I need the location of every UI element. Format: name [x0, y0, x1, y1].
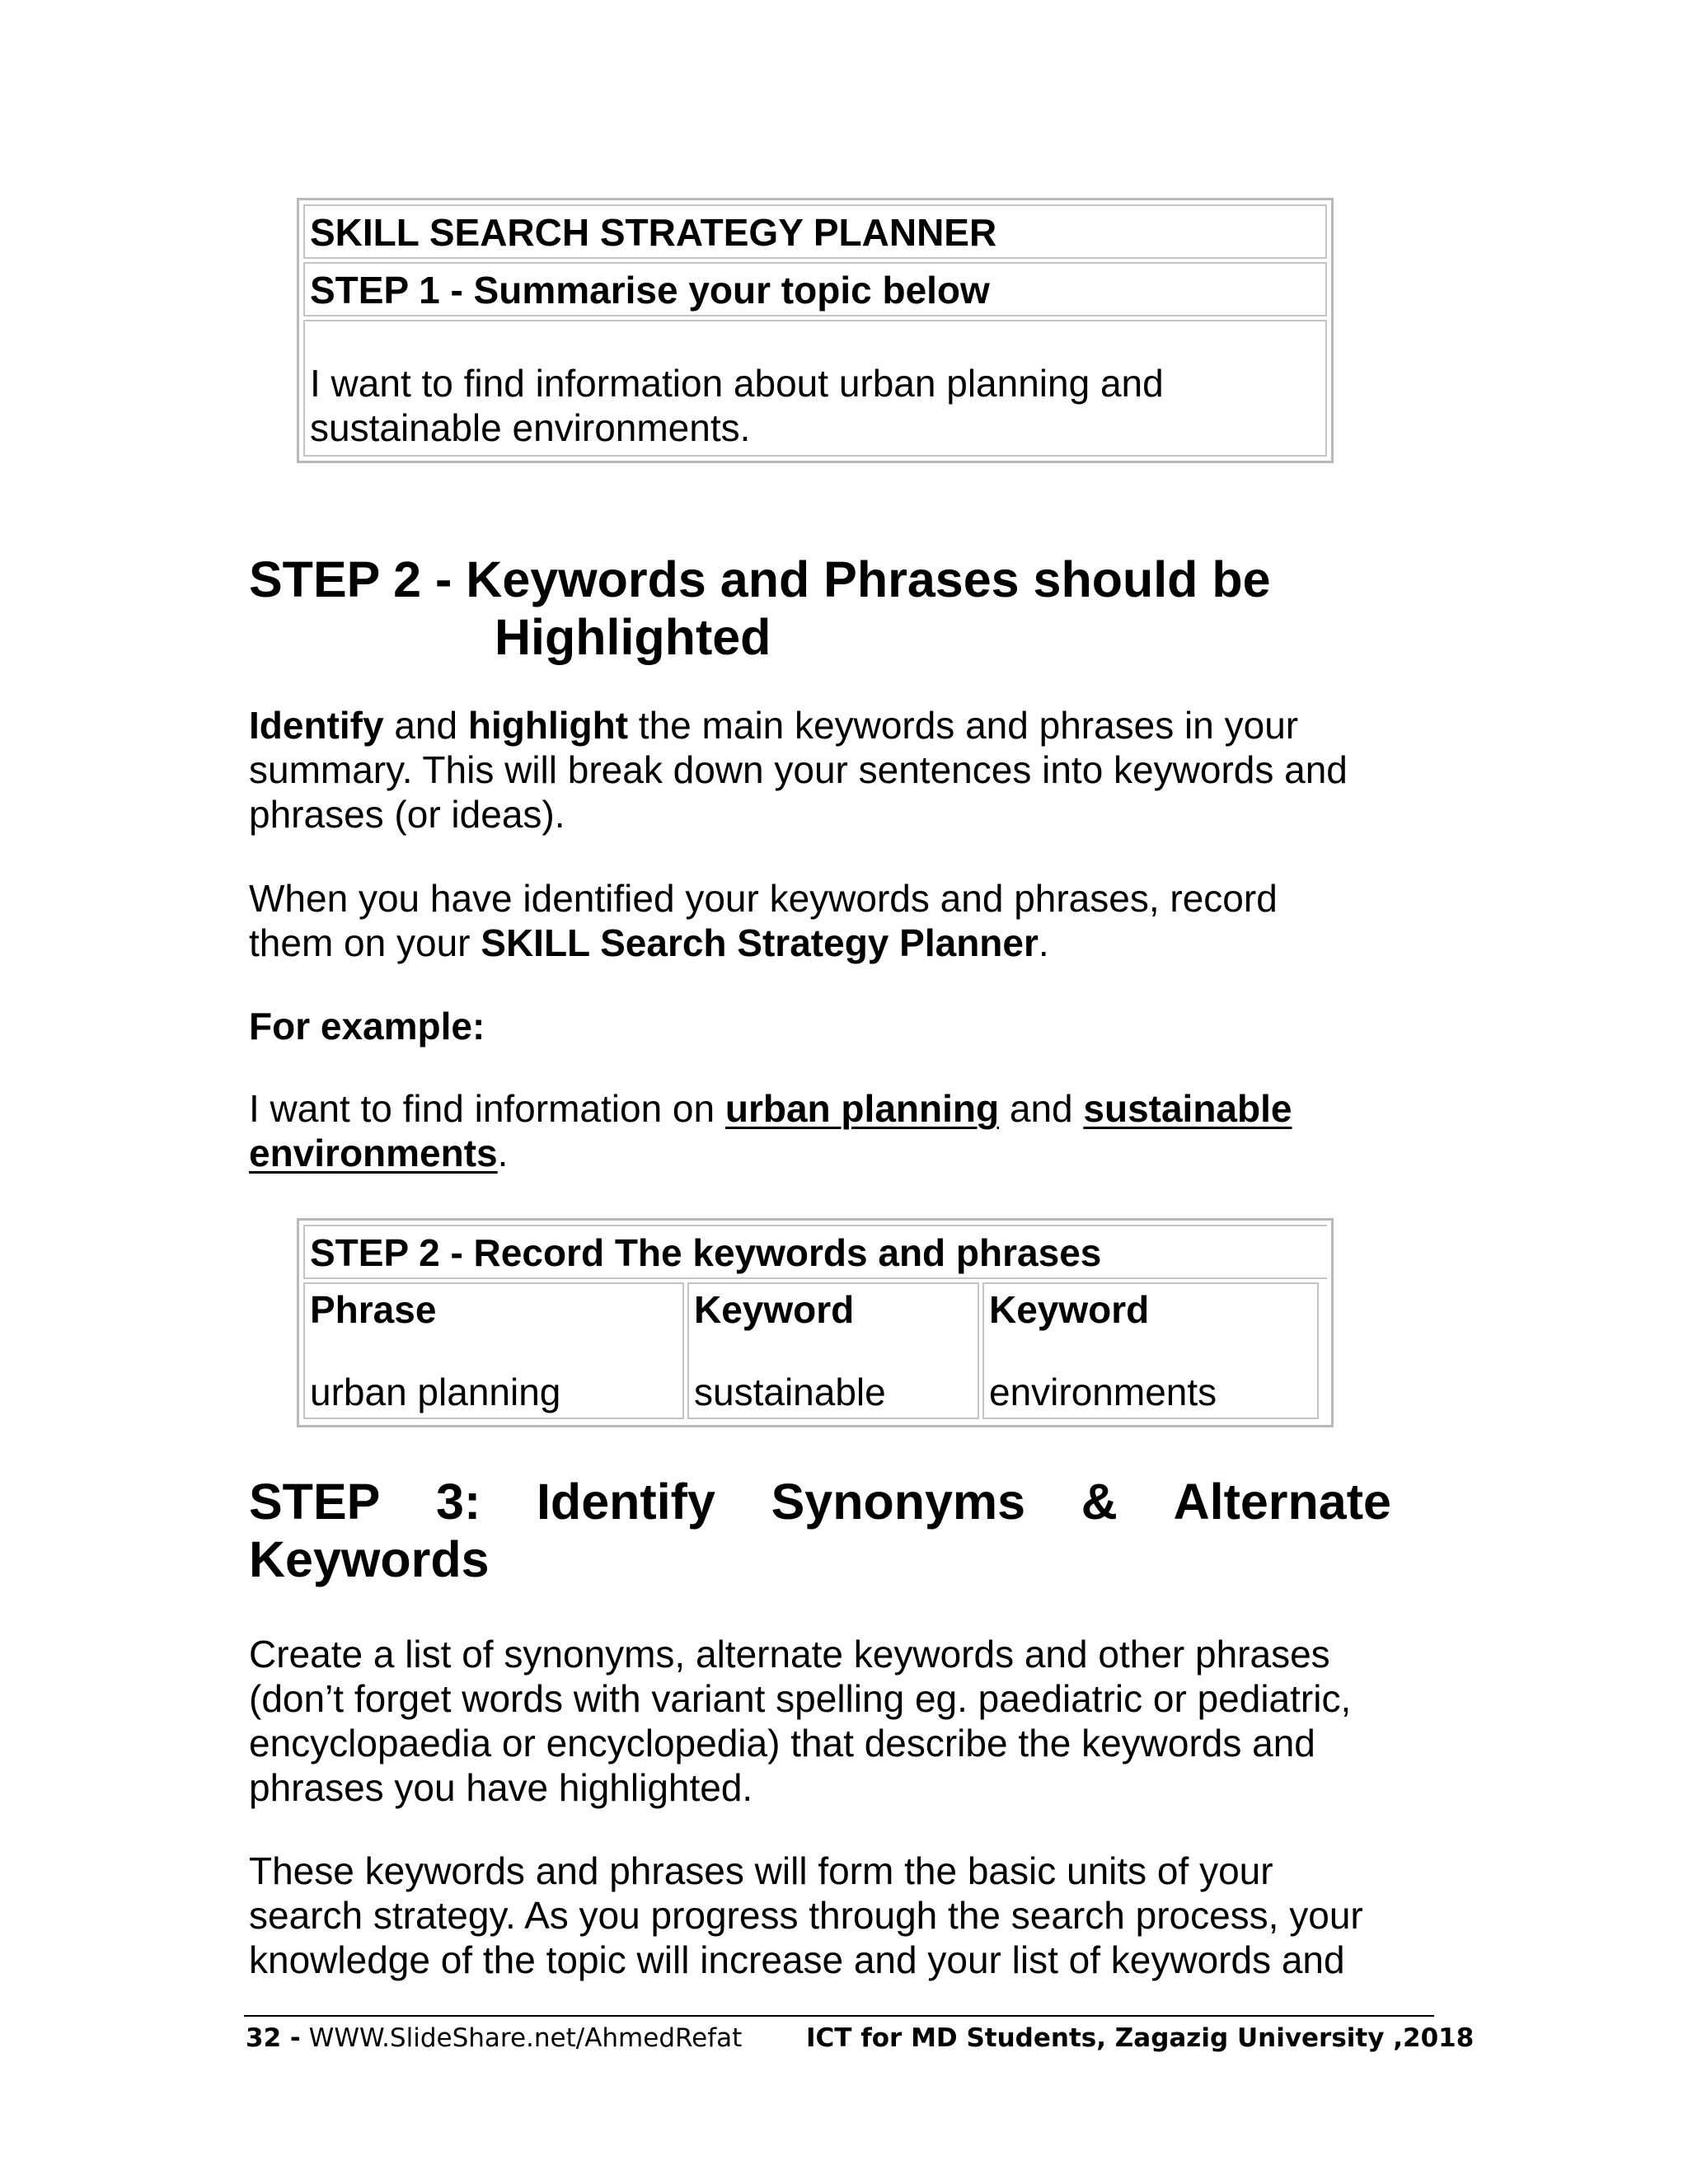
example-phrase-urban-planning: urban planning: [724, 1087, 1000, 1130]
step3-p2-line-3: knowledge of the topic will increase and your list of keywords and: [249, 1938, 1345, 1981]
phrase-column-cell: [303, 1282, 684, 1419]
step3-p1-line-4: phrases you have highlighted.: [249, 1766, 753, 1809]
keyword-2-header: Keyword: [989, 1288, 1150, 1331]
keyword-1-header: Keyword: [694, 1288, 855, 1331]
step3-heading-word-6: Alternate: [1173, 1474, 1391, 1530]
step3-p1-line-1: Create a list of synonyms, alternate keywords and other phrases: [249, 1633, 1330, 1675]
page-number: 32 -: [246, 2023, 301, 2053]
example-sentence: [249, 1086, 1403, 1175]
footer-rule: [244, 2015, 1434, 2017]
example-keyword-sustainable: sustainable: [1083, 1087, 1292, 1130]
topic-summary-cell: [303, 320, 1327, 457]
highlight-bold: highlight: [467, 704, 629, 747]
example-line-2: environments.: [249, 1132, 509, 1174]
step3-heading-word-2: 3:: [436, 1474, 481, 1530]
footer-site-link[interactable]: WWW.SlideShare.net/AhmedRefat: [300, 2023, 743, 2053]
step2-paragraph-1: [249, 703, 1403, 837]
planner-title-cell: [303, 204, 1327, 259]
step2-p1-line-2: summary. This will break down your sentences into keywords and: [249, 748, 1348, 791]
step2-p1-line-1: Identify and highlight the main keywords and phrases in your: [249, 704, 1299, 747]
keywords-table-title-cell: [303, 1225, 1327, 1279]
step3-paragraph-2: [249, 1849, 1403, 1982]
step3-heading-word-3: Identify: [536, 1474, 715, 1530]
step3-heading-word-5: &: [1081, 1474, 1118, 1530]
identify-bold: Identify: [249, 704, 384, 747]
planner-title: SKILL SEARCH STRATEGY PLANNER: [310, 211, 997, 254]
example-label: For example:: [249, 1005, 485, 1047]
step3-heading-line-2: Keywords: [249, 1531, 490, 1587]
example-line-1: I want to find information on urban planning and sustainable: [249, 1087, 1292, 1130]
keyword-1-value: sustainable: [694, 1371, 886, 1413]
keywords-table-title: STEP 2 - Record The keywords and phrases: [310, 1231, 1102, 1274]
step1-label: STEP 1 - Summarise your topic below: [310, 269, 990, 312]
step2-heading: [249, 551, 1271, 608]
step3-heading-continued: [249, 1530, 490, 1588]
footer-citation: ICT for MD Students, Zagazig University ,2018: [806, 2023, 1475, 2053]
example-keyword-environments: environments: [249, 1132, 498, 1174]
planner-name-bold: SKILL Search Strategy Planner: [481, 921, 1039, 964]
keyword-column-1-cell: [687, 1282, 979, 1419]
page-footer: [246, 2022, 1475, 2055]
topic-summary-line-2: sustainable environments.: [310, 406, 751, 449]
step2-heading-line-1: STEP 2 - Keywords and Phrases should be: [249, 551, 1271, 607]
strategy-planner-table: [297, 198, 1334, 463]
step3-paragraph-1: [249, 1632, 1403, 1810]
step2-p1-line-3: phrases (or ideas).: [249, 793, 565, 836]
step2-p2-line-1: When you have identified your keywords and phrases, record: [249, 877, 1278, 920]
step3-p2-line-2: search strategy. As you progress through the search process, your: [249, 1894, 1363, 1937]
step2-heading-continued: [495, 608, 771, 666]
step2-heading-line-2: Highlighted: [495, 609, 771, 665]
keywords-table: [297, 1218, 1334, 1427]
step2-paragraph-2: [249, 876, 1403, 965]
phrase-value: urban planning: [310, 1371, 561, 1413]
step2-p2-line-2: them on your SKILL Search Strategy Planner.: [249, 921, 1049, 964]
step3-p1-line-2: (don’t forget words with variant spelling eg. paediatric or pediatric,: [249, 1677, 1352, 1720]
step3-p2-line-1: These keywords and phrases will form the basic units of your: [249, 1849, 1273, 1892]
keyword-2-value: environments: [989, 1371, 1217, 1413]
step3-heading-word-1: STEP: [249, 1474, 381, 1530]
step1-label-cell: [303, 262, 1327, 316]
topic-summary-line-1: I want to find information about urban planning and: [310, 362, 1164, 405]
phrase-header: Phrase: [310, 1288, 437, 1331]
step3-p1-line-3: encyclopaedia or encyclopedia) that describe the keywords and: [249, 1722, 1315, 1765]
step3-heading-word-4: Synonyms: [771, 1474, 1026, 1530]
keyword-column-2-cell: [982, 1282, 1319, 1419]
step3-heading: [249, 1473, 1391, 1530]
